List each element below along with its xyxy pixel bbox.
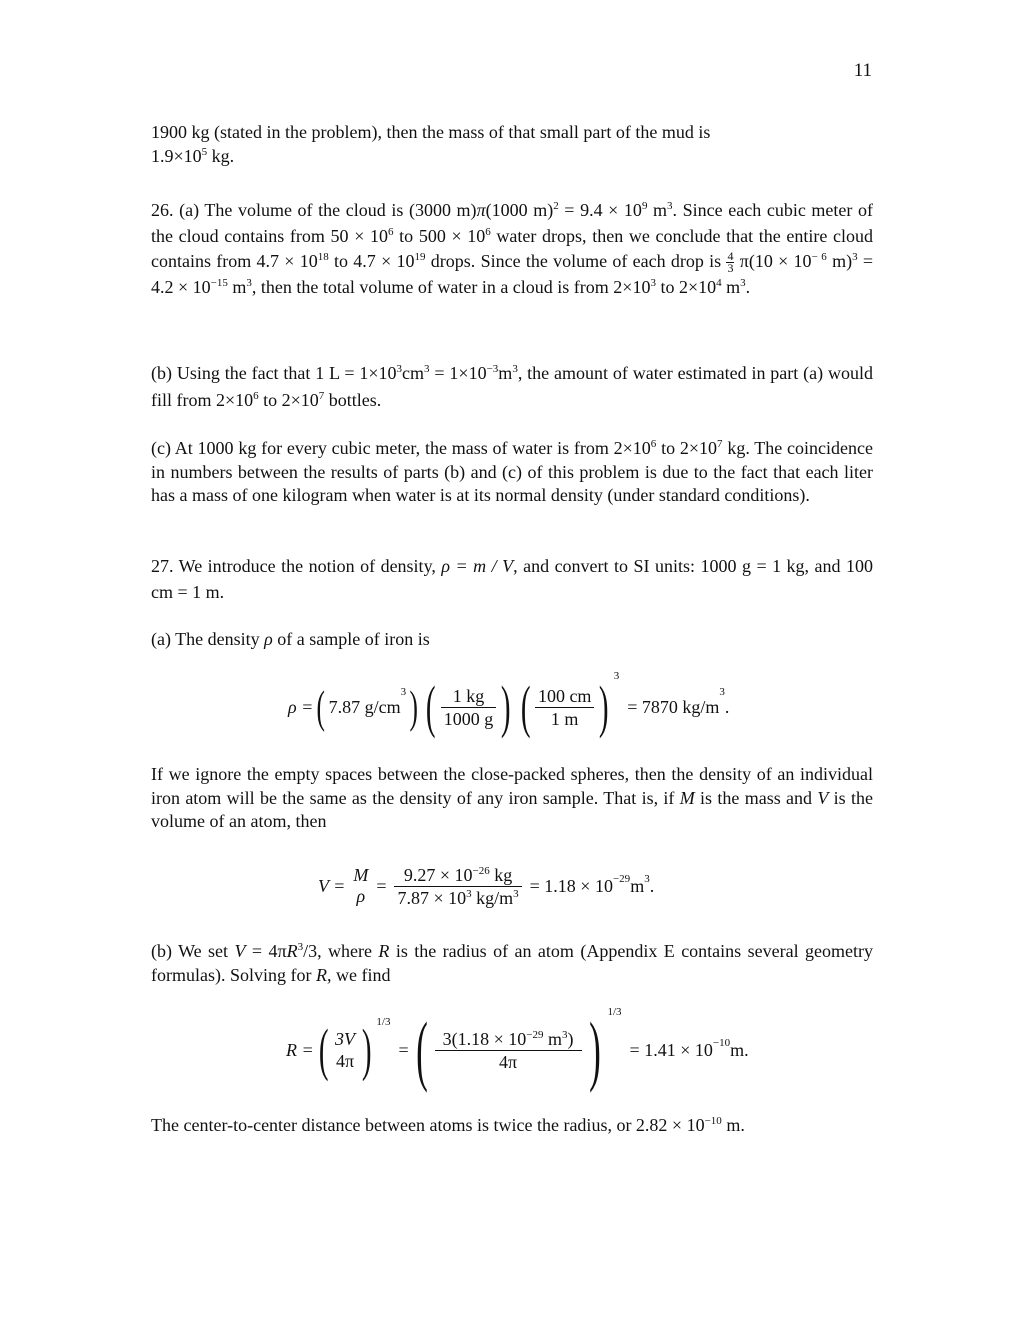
rho-symbol: ρ	[264, 629, 273, 649]
text: m	[721, 276, 741, 297]
text: . Since each cubic meter of the cloud contains from 50 × 10	[151, 200, 873, 246]
eq-lhs: ρ =	[288, 696, 314, 717]
var-V: V	[234, 941, 246, 961]
text: (a) The density	[151, 629, 265, 649]
paren-right: )	[599, 674, 609, 739]
exponent: 3	[297, 941, 304, 953]
text: 3	[442, 1028, 452, 1049]
var-R: R	[286, 941, 298, 961]
paragraph-26b	[151, 360, 873, 414]
var-M: M	[679, 787, 695, 808]
exponent: 6	[485, 225, 491, 238]
exponent: 3	[719, 686, 725, 698]
eq-rhs: = 1.18 × 10	[529, 875, 613, 896]
text: to 4.7 × 10	[328, 251, 415, 271]
paren-right: )	[501, 674, 511, 739]
text: π(10 × 10	[734, 251, 812, 271]
exponent: 6	[650, 438, 657, 450]
fraction-3V-over-4pi	[333, 1029, 357, 1072]
text: drops. Since the volume of each drop is	[425, 251, 727, 271]
paren-left: (	[426, 674, 436, 739]
eq-end: .	[649, 875, 655, 896]
exponent: 3	[650, 276, 656, 289]
text: kg.	[207, 145, 235, 166]
text: 1.18 × 10	[457, 1028, 527, 1049]
text: 27. We introduce the notion of density,	[151, 556, 442, 576]
text: , and convert to SI units: 1000 g = 1 kg, and 100 cm = 1 m.	[151, 556, 874, 602]
denominator: 4π	[499, 1051, 518, 1072]
numerator	[394, 864, 521, 887]
text: = 4.2 × 10	[151, 251, 874, 297]
exponent: 7	[717, 438, 723, 450]
text: 26. (a) The volume of the cloud is (3000 m)	[151, 200, 477, 220]
text: m	[647, 200, 668, 220]
exponent: 3	[667, 200, 673, 212]
text: , we find	[326, 964, 391, 985]
text: of a sample of iron is	[272, 629, 430, 649]
denominator: 4π	[335, 1050, 355, 1071]
exponent: 3	[512, 363, 518, 375]
text: 1.9×10	[151, 145, 202, 166]
text: is the radius of an atom (Appendix E contains several geometry formulas). Solving for	[151, 941, 873, 985]
text: to 2×10	[656, 438, 718, 458]
exponent: 3	[613, 670, 620, 682]
text: to 2×10	[655, 276, 717, 297]
fraction-kg-per-g	[441, 685, 497, 730]
exponent: 1/3	[376, 1016, 391, 1028]
paragraph-26c	[151, 437, 873, 508]
eq-lhs: V =	[318, 875, 346, 896]
text: , then the total volume of water in a cloud is from 2×10	[251, 276, 651, 297]
text: m	[498, 363, 513, 383]
paren-left: (	[520, 674, 531, 739]
numerator: 3V	[335, 1028, 356, 1049]
eq-rhs: = 1.41 × 10	[629, 1039, 713, 1060]
exponent: 7	[318, 390, 325, 402]
text: cm	[402, 363, 425, 383]
text: = 4π	[245, 941, 287, 961]
exponent: 3	[424, 363, 430, 375]
text: m.	[730, 1039, 749, 1060]
text: , the amount of water estimated in part (a) would fill from 2×10	[151, 363, 874, 410]
paragraph-27b	[151, 940, 873, 987]
denominator: ρ	[356, 886, 366, 906]
pi-symbol: π	[476, 200, 486, 220]
exponent: 3	[740, 276, 746, 289]
text: m.	[721, 1115, 745, 1135]
text: is the volume of an atom, then	[151, 787, 873, 831]
denominator: 1000 g	[443, 708, 494, 729]
fraction-mass-over-density	[394, 864, 521, 909]
exponent: 1/3	[607, 1006, 622, 1018]
exponent: 19	[414, 251, 426, 263]
exponent: − 6	[811, 251, 827, 263]
denominator	[394, 887, 521, 909]
var-R: R	[378, 941, 390, 961]
denominator: 3	[727, 261, 734, 276]
text: (c) At 1000 kg for every cubic meter, the mass of water is from 2×10	[151, 438, 651, 458]
exponent: −29	[526, 1028, 544, 1041]
paren-right: )	[409, 681, 419, 732]
text: to 500 × 10	[393, 225, 486, 246]
text: kg/m	[471, 887, 514, 908]
eq-end: .	[724, 696, 730, 717]
text: kg	[489, 864, 513, 885]
text: /3, where	[303, 941, 379, 961]
numerator: M	[353, 865, 369, 885]
exponent: 3	[396, 363, 403, 375]
eq-rhs: = 7870 kg/m	[627, 696, 720, 717]
equation-atom-volume: V = M ρ = $\frac{9.27 \times 10^{-26} kg}{7.87 \times 10^3 kg/m^3}$ = 1.18 × 10 $^{-29}$ m $^3$ .	[318, 864, 655, 908]
text: m)	[826, 251, 853, 271]
exponent: 3	[466, 887, 472, 900]
text: bottles.	[324, 390, 382, 410]
text: (b) Using the fact that 1 L = 1×10	[151, 363, 397, 383]
exponent: 6	[253, 390, 259, 402]
paragraph-27a	[151, 628, 873, 652]
paragraph-27	[151, 553, 873, 605]
text: m	[227, 276, 247, 297]
exponent: 6	[388, 225, 394, 238]
exponent: 18	[317, 251, 329, 263]
exponent: 3	[852, 251, 858, 263]
paragraph-center-distance	[151, 1114, 873, 1138]
numerator: $3(1.18 \times 10^{-29}$ $m^3$)	[435, 1028, 582, 1051]
exponent: 3	[513, 887, 519, 900]
paren-left: (	[318, 1017, 329, 1082]
exponent: 3	[246, 276, 252, 289]
fraction-M-over-rho	[353, 865, 368, 907]
text: kg. The coincidence in numbers between the results of parts (b) and (c) of this problem is due to the fact that each liter has a mass of one kilogram when water is at its normal density (under standard conditions).	[151, 438, 873, 505]
exponent: 5	[201, 145, 208, 158]
density-formula: ρ = m / V	[441, 556, 514, 576]
text: = 1×10	[429, 363, 487, 383]
paragraph-mud-mass	[151, 121, 873, 168]
fraction-cm-per-m	[535, 685, 595, 730]
equation-atom-radius: R = ( 3V 4π ) 1/3 = ( $\frac{3(1.18 \times 10^{-29} m^3)}{4\pi}$ ) 1/3 = 1.41 × 10 $^{-10}$ m.	[286, 1006, 749, 1093]
denominator: 1 m	[550, 708, 579, 729]
text: m	[630, 875, 645, 896]
text: The center-to-center distance between atoms is twice the radius, or 2.82 × 10	[151, 1115, 705, 1135]
text: 7.87 × 10	[397, 887, 467, 908]
numerator: 100 cm	[535, 685, 595, 708]
fraction-volume-expression	[435, 1028, 582, 1073]
text: 1900 kg (stated in the problem), then the mass of that small part of the mud is	[151, 122, 711, 142]
eq-equals: =	[376, 875, 387, 896]
text: If we ignore the empty spaces between the close-packed spheres, then the density of an individual iron atom will be the same as the density of any iron sample. That is, if	[151, 764, 873, 808]
numerator: 1 kg	[441, 685, 497, 708]
text: (1000 m)	[485, 200, 554, 220]
paren-left: (	[316, 681, 326, 732]
text: is the mass and	[694, 787, 818, 808]
exponent: −26	[472, 864, 490, 877]
text: .	[745, 276, 751, 297]
text: water drops, then we conclude that the entire cloud contains from 4.7 × 10	[151, 225, 874, 271]
text: to 2×10	[258, 390, 319, 410]
var-R: R	[315, 964, 327, 985]
exponent: −15	[210, 276, 228, 289]
eq-equals: =	[398, 1039, 409, 1060]
paren-left: (	[415, 1006, 428, 1093]
paragraph-26a	[151, 198, 873, 300]
text: 9.27 × 10	[403, 864, 473, 885]
text: = 9.4 × 10	[558, 200, 642, 220]
paren-right: )	[588, 1006, 601, 1093]
exponent: 4	[716, 276, 722, 289]
text: m	[543, 1028, 562, 1049]
eq-lhs: R =	[286, 1039, 314, 1060]
exponent: 2	[553, 200, 559, 212]
eq-value: 7.87 g/cm	[328, 696, 401, 717]
numerator: 4	[727, 249, 734, 264]
page-number: 11	[853, 60, 872, 81]
exponent: 9	[641, 200, 648, 212]
exponent: 3	[400, 686, 407, 698]
paren-right: )	[361, 1017, 372, 1082]
paragraph-atom-density	[151, 763, 873, 834]
exponent: −3	[486, 363, 499, 375]
text: (b) We set	[151, 941, 235, 961]
equation-iron-density	[288, 672, 729, 742]
exponent: 3	[562, 1028, 568, 1041]
exponent: −10	[704, 1115, 722, 1127]
var-V: V	[817, 787, 829, 808]
